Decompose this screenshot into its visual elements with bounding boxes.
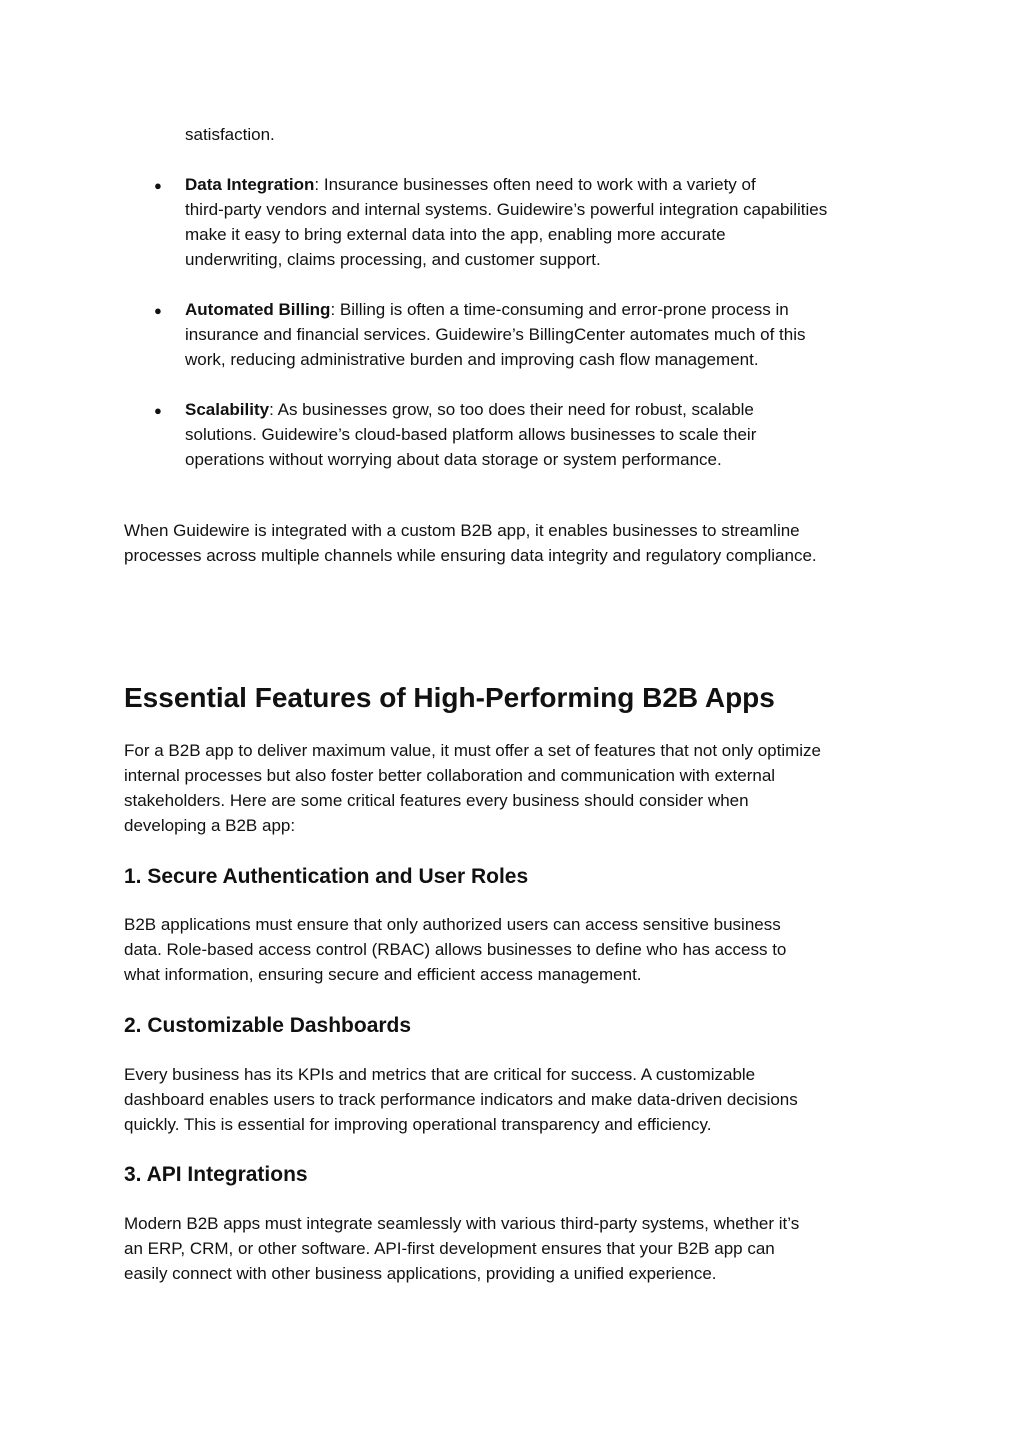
- paragraph-line: quickly. This is essential for improving operational transparency and efficiency.: [124, 1115, 712, 1134]
- bullet-line: work, reducing administrative burden and improving cash flow management.: [185, 350, 759, 369]
- paragraph-line: dashboard enables users to track performance indicators and make data-driven decisions: [124, 1090, 798, 1109]
- bullet-line: underwriting, claims processing, and customer support.: [185, 250, 601, 269]
- bullet-line: insurance and financial services. Guidewire’s BillingCenter automates much of this: [185, 325, 806, 344]
- paragraph-line: data. Role-based access control (RBAC) allows businesses to define who has access to: [124, 940, 787, 959]
- bullet-dot: ●: [154, 303, 162, 318]
- bullet-item-data-integration: [185, 172, 905, 272]
- paragraph-line: stakeholders. Here are some critical features every business should consider when: [124, 791, 749, 810]
- bullet-item-automated-billing: [185, 297, 905, 372]
- feature-paragraph: [124, 1211, 914, 1286]
- bullet-term: Scalability: [185, 400, 270, 419]
- paragraph-line: Modern B2B apps must integrate seamlessly with various third-party systems, whether it’s: [124, 1214, 800, 1233]
- bullet-line: third-party vendors and internal systems. Guidewire’s powerful integration capabilities: [185, 200, 828, 219]
- paragraph-line: For a B2B app to deliver maximum value, it must offer a set of features that not only optimize: [124, 741, 822, 760]
- bullet-line: : As businesses grow, so too does their need for robust, scalable: [269, 400, 754, 419]
- bullet-line: : Insurance businesses often need to work with a variety of: [314, 175, 756, 194]
- paragraph-line: developing a B2B app:: [124, 816, 296, 835]
- paragraph-line: internal processes but also foster better collaboration and communication with external: [124, 766, 776, 785]
- bullet-line: make it easy to bring external data into the app, enabling more accurate: [185, 225, 726, 244]
- bullet-line: solutions. Guidewire’s cloud-based platform allows businesses to scale their: [185, 425, 757, 444]
- paragraph-line: When Guidewire is integrated with a custom B2B app, it enables businesses to streamline: [124, 521, 800, 540]
- paragraph-line: Every business has its KPIs and metrics that are critical for success. A customizable: [124, 1065, 756, 1084]
- paragraph-line: an ERP, CRM, or other software. API-first development ensures that your B2B app can: [124, 1239, 775, 1258]
- paragraph-line: processes across multiple channels while ensuring data integrity and regulatory compliance.: [124, 546, 817, 565]
- intro-tail-text: satisfaction.: [185, 125, 275, 144]
- closing-paragraph: [124, 518, 914, 568]
- feature-paragraph: [124, 912, 914, 987]
- feature-paragraph: [124, 1062, 914, 1137]
- paragraph-line: B2B applications must ensure that only authorized users can access sensitive business: [124, 915, 781, 934]
- paragraph-line: easily connect with other business applications, providing a unified experience.: [124, 1264, 717, 1283]
- feature-heading-customizable-dashboards: 2. Customizable Dashboards: [124, 1014, 412, 1037]
- paragraph-line: what information, ensuring secure and efficient access management.: [124, 965, 642, 984]
- bullet-line: operations without worrying about data storage or system performance.: [185, 450, 722, 469]
- feature-heading-secure-authentication: 1. Secure Authentication and User Roles: [124, 865, 529, 888]
- bullet-dot: ●: [154, 403, 162, 418]
- bullet-dot: ●: [154, 178, 162, 193]
- intro-tail: [185, 122, 905, 147]
- bullet-item-scalability: [185, 397, 905, 472]
- bullet-term: Data Integration: [185, 175, 315, 194]
- feature-heading-api-integrations: 3. API Integrations: [124, 1163, 308, 1186]
- section-intro-paragraph: [124, 738, 914, 838]
- bullet-line: : Billing is often a time-consuming and error-prone process in: [330, 300, 789, 319]
- section-heading: Essential Features of High-Performing B2B Apps: [124, 682, 775, 713]
- bullet-term: Automated Billing: [185, 300, 331, 319]
